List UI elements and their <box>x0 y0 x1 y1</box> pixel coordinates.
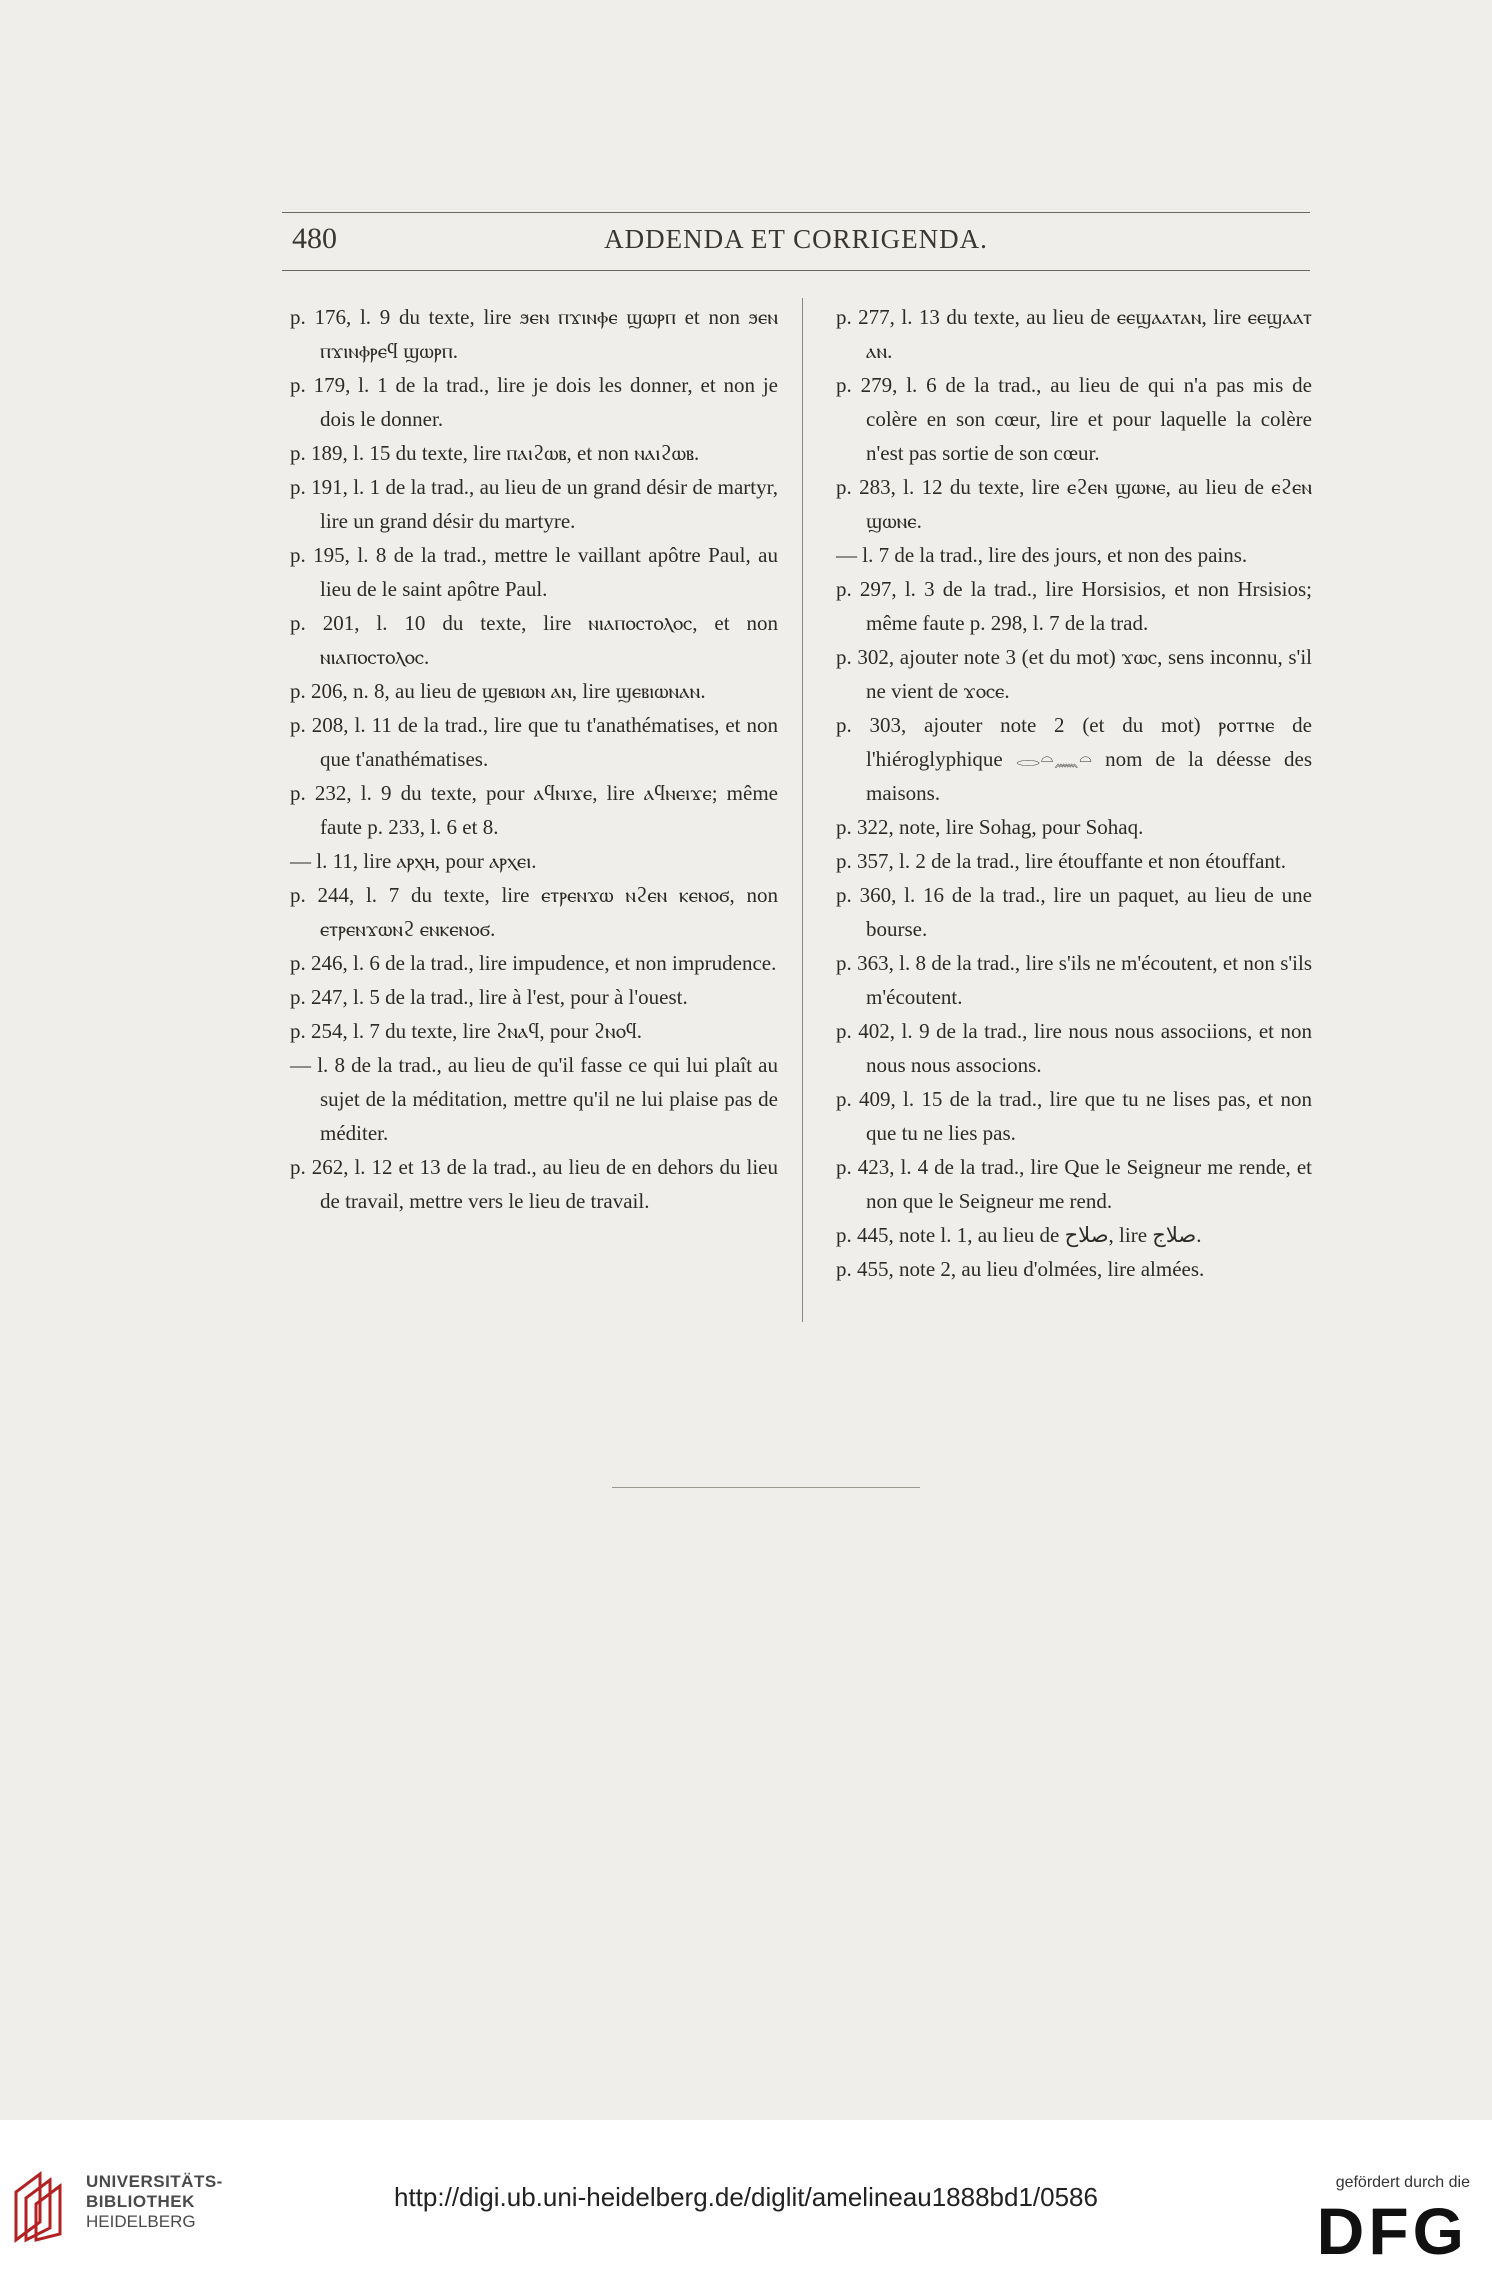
errata-entry: p. 262, l. 12 et 13 de la trad., au lieu de en dehors du lieu de travail, mettre vers le lieu de travail. <box>290 1155 778 1213</box>
header-rule-top <box>282 212 1310 213</box>
errata-entry: p. 206, n. 8, au lieu de ϣⲉⲃⲓⲱⲛ ⲁⲛ, lire ϣⲉⲃⲓⲱⲛⲁⲛ. <box>290 679 706 703</box>
running-header <box>282 222 1310 262</box>
errata-entry: — l. 8 de la trad., au lieu de qu'il fasse ce qui lui plaît au sujet de la méditation, mettre qu'il ne lui plaise pas de méditer. <box>290 1053 778 1145</box>
errata-entry: p. 277, l. 13 du texte, au lieu de ⲉⲉϣⲁⲁⲧⲁⲛ, lire ⲉⲉϣⲁⲁⲧ ⲁⲛ. <box>836 305 1312 363</box>
funder-text: gefördert durch die <box>1335 2174 1470 2191</box>
errata-entry: p. 232, l. 9 du texte, pour ⲁϥⲛⲓϫⲉ, lire ⲁϥⲛⲉⲓϫⲉ; même faute p. 233, l. 6 et 8. <box>290 781 778 839</box>
errata-entry: p. 195, l. 8 de la trad., mettre le vaillant apôtre Paul, au lieu de le saint apôtre Paul. <box>290 543 778 601</box>
errata-entry: p. 254, l. 7 du texte, lire ϩⲛⲁϥ, pour ϩⲛⲟϥ. <box>290 1019 643 1043</box>
page-number: 480 <box>292 222 337 255</box>
errata-entry: p. 302, ajouter note 3 (et du mot) ϫⲱⲥ, sens inconnu, s'il ne vient de ϫⲟⲥⲉ. <box>836 645 1312 703</box>
errata-entry: p. 409, l. 15 de la trad., lire que tu ne lises pas, et non que tu ne lies pas. <box>836 1087 1312 1145</box>
errata-entry: p. 191, l. 1 de la trad., au lieu de un grand désir de martyr, lire un grand désir du martyre. <box>290 475 778 533</box>
errata-entry: p. 360, l. 16 de la trad., lire un paquet, au lieu de une bourse. <box>836 883 1312 941</box>
errata-entry: p. 247, l. 5 de la trad., lire à l'est, pour à l'ouest. <box>290 985 688 1009</box>
errata-entry: p. 303, ajouter note 2 (et du mot) ⲣⲟⲧⲧⲛⲉ de l'hiéroglyphique 𓂋𓏏𓈖𓏏 nom de la déesse des maisons. <box>836 713 1312 805</box>
header-rule-bottom <box>282 270 1310 271</box>
errata-entry: p. 402, l. 9 de la trad., lire nous nous associions, et non nous nous associons. <box>836 1019 1312 1077</box>
permalink-url[interactable]: http://digi.ub.uni-heidelberg.de/diglit/amelineau1888bd1/0586 <box>394 2182 1098 2212</box>
errata-entry: — l. 11, lire ⲁⲣⲭⲏ, pour ⲁⲣⲭⲉⲓ. <box>290 849 537 873</box>
library-line-2: BIBLIOTHEK <box>86 2192 195 2211</box>
errata-entry: p. 322, note, lire Sohag, pour Sohaq. <box>836 815 1144 839</box>
errata-entry: p. 244, l. 7 du texte, lire ⲉⲧⲣⲉⲛϫⲱ ⲛϩⲉⲛ ⲕⲉⲛⲟϭ, non ⲉⲧⲣⲉⲛϫⲱⲛϩ ⲉⲛⲕⲉⲛⲟϭ. <box>290 883 778 941</box>
page-title: ADDENDA ET CORRIGENDA. <box>604 224 988 254</box>
errata-entry: p. 208, l. 11 de la trad., lire que tu t'anathématises, et non que t'anathématises. <box>290 713 778 771</box>
errata-entry: — l. 7 de la trad., lire des jours, et non des pains. <box>836 543 1248 567</box>
errata-entry: p. 283, l. 12 du texte, lire ⲉϩⲉⲛ ϣⲱⲛⲉ, au lieu de ⲉϩⲉⲛ ϣⲱⲛⲉ. <box>836 475 1312 533</box>
footer-bar <box>0 2120 1492 2269</box>
errata-entry: p. 246, l. 6 de la trad., lire impudence, et non imprudence. <box>290 951 777 975</box>
column-divider <box>802 298 803 1322</box>
errata-entry: p. 423, l. 4 de la trad., lire Que le Seigneur me rende, et non que le Seigneur me rend. <box>836 1155 1312 1213</box>
errata-entry: p. 279, l. 6 de la trad., au lieu de qui n'a pas mis de colère en son cœur, lire et pour laquelle la colère n'est pas sortie de son cœur. <box>836 373 1312 465</box>
dfg-logo: DFG <box>1316 2194 1468 2268</box>
errata-entry: p. 357, l. 2 de la trad., lire étouffante et non étouffant. <box>836 849 1287 873</box>
errata-entry: p. 189, l. 15 du texte, lire ⲡⲁⲓϩⲱⲃ, et non ⲛⲁⲓϩⲱⲃ. <box>290 441 700 465</box>
end-rule <box>612 1487 920 1488</box>
errata-entry: p. 445, note l. 1, au lieu de ﺻﻠﺎﺡ, lire ﺻﻠﺎﺝ. <box>836 1223 1202 1247</box>
errata-entry: p. 179, l. 1 de la trad., lire je dois les donner, et non je dois le donner. <box>290 373 778 431</box>
errata-entry: p. 297, l. 3 de la trad., lire Horsisios, et non Hrsisios; même faute p. 298, l. 7 de la trad. <box>836 577 1312 635</box>
left-column <box>290 300 778 1218</box>
errata-entry: p. 201, l. 10 du texte, lire ⲛⲓⲁⲡⲟⲥⲧⲟⲗⲟⲥ, et non ⲛⲓⲁⲡⲟⲥⲧⲟⲗⲟⲥ. <box>290 611 778 669</box>
library-line-3: HEIDELBERG <box>86 2212 196 2231</box>
right-column <box>836 300 1312 1286</box>
library-line-1: UNIVERSITÄTS- <box>86 2172 223 2191</box>
errata-entry: p. 176, l. 9 du texte, lire ϧⲉⲛ ⲡϫⲓⲛⲫⲉ ϣⲱⲣⲡ et non ϧⲉⲛ ⲡϫⲓⲛⲫⲣⲉϥ ϣⲱⲣⲡ. <box>290 305 778 363</box>
errata-entry: p. 455, note 2, au lieu d'olmées, lire almées. <box>836 1257 1205 1281</box>
errata-entry: p. 363, l. 8 de la trad., lire s'ils ne m'écoutent, et non s'ils m'écoutent. <box>836 951 1312 1009</box>
